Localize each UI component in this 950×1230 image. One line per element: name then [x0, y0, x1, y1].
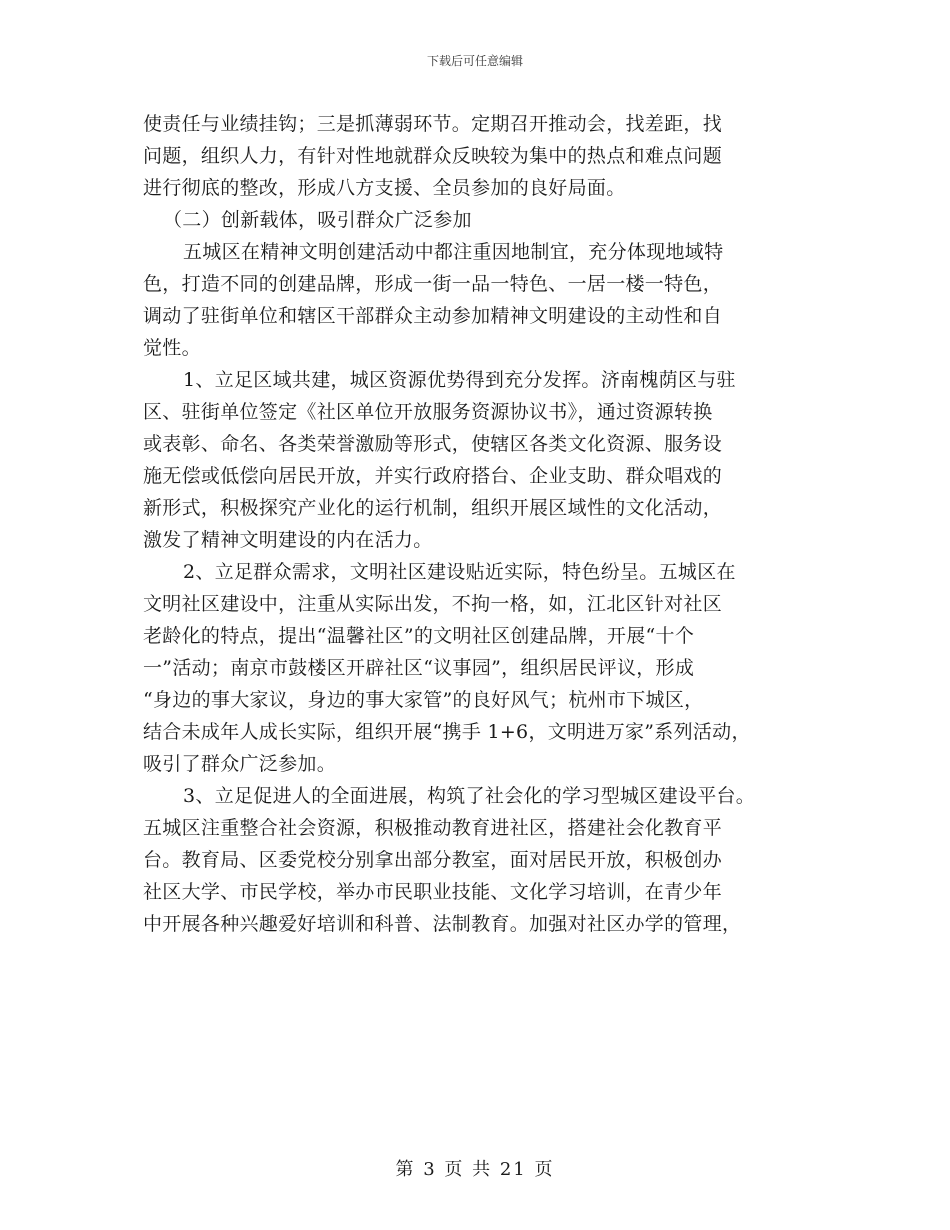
text-line: 吸引了群众广泛参加。 [143, 753, 337, 775]
text-line: “身边的事大家议，身边的事大家管”的良好风气；杭州市下城区， [143, 689, 704, 711]
text-line: 中开展各种兴趣爱好培训和科普、法制教育。加强对社区办学的管理， [143, 913, 742, 935]
text-line: 1、立足区域共建，城区资源优势得到充分发挥。济南槐荫区与驻 [183, 369, 736, 391]
paragraph-1 [143, 108, 823, 204]
text-line: 或表彰、命名、各类荣誉激励等形式，使辖区各类文化资源、服务设 [143, 433, 723, 455]
text-line: 施无偿或低偿向居民开放，并实行政府搭台、企业支助、群众唱戏的 [143, 465, 723, 487]
text-line: 2、立足群众需求，文明社区建设贴近实际，特色纷呈。五城区在 [183, 561, 736, 583]
text-line: 五城区注重整合社会资源，积极推动教育进社区，搭建社会化教育平 [143, 817, 723, 839]
text-line: 3、立足促进人的全面进展，构筑了社会化的学习型城区建设平台。 [183, 785, 756, 807]
paragraph-5 [143, 780, 823, 940]
text-line: 觉性。 [143, 337, 201, 359]
page-footer: 第 3 页 共 21 页 [395, 1159, 555, 1180]
text-line: 问题，组织人力，有针对性地就群众反映较为集中的热点和难点问题 [143, 145, 723, 167]
text-line: 五城区在精神文明创建活动中都注重因地制宜，充分体现地域特 [183, 241, 724, 263]
text-line: 区、驻街单位签定《社区单位开放服务资源协议书》，通过资源转换 [143, 401, 713, 423]
section-heading [143, 204, 823, 236]
text-line: 色，打造不同的创建品牌，形成一街一品一特色、一居一楼一特色， [143, 273, 723, 295]
text-line: 文明社区建设中，注重从实际出发，不拘一格，如，江北区针对社区 [143, 593, 723, 615]
text-line: 社区大学、市民学校，举办市民职业技能、文化学习培训，在青少年 [143, 881, 723, 903]
text-line: 老龄化的特点，提出“温馨社区”的文明社区创建品牌，开展“十个 [143, 625, 695, 647]
paragraph-4 [143, 556, 823, 780]
text-line: 结合未成年人成长实际，组织开展“携手 1+6，文明进万家”系列活动， [143, 721, 751, 743]
text-line: 调动了驻街单位和辖区干部群众主动参加精神文明建设的主动性和自 [143, 305, 723, 327]
page-header: 下载后可任意编辑 [426, 54, 523, 68]
text-line: 使责任与业绩挂钩；三是抓薄弱环节。定期召开推动会，找差距，找 [143, 113, 723, 135]
document-body [143, 108, 823, 940]
text-line: 进行彻底的整改，形成八方支援、全员参加的良好局面。 [143, 177, 626, 199]
text-line: 激发了精神文明建设的内在活力。 [143, 529, 433, 551]
text-line: 一”活动；南京市鼓楼区开辟社区“议事园”，组织居民评议，形成 [143, 657, 695, 679]
paragraph-2 [143, 236, 823, 364]
text-line: 新形式，积极探究产业化的运行机制，组织开展区域性的文化活动， [143, 497, 723, 519]
heading-text: （二）创新载体，吸引群众广泛参加 [163, 209, 472, 231]
text-line: 台。教育局、区委党校分别拿出部分教室，面对居民开放，积极创办 [143, 849, 723, 871]
paragraph-3 [143, 364, 823, 556]
